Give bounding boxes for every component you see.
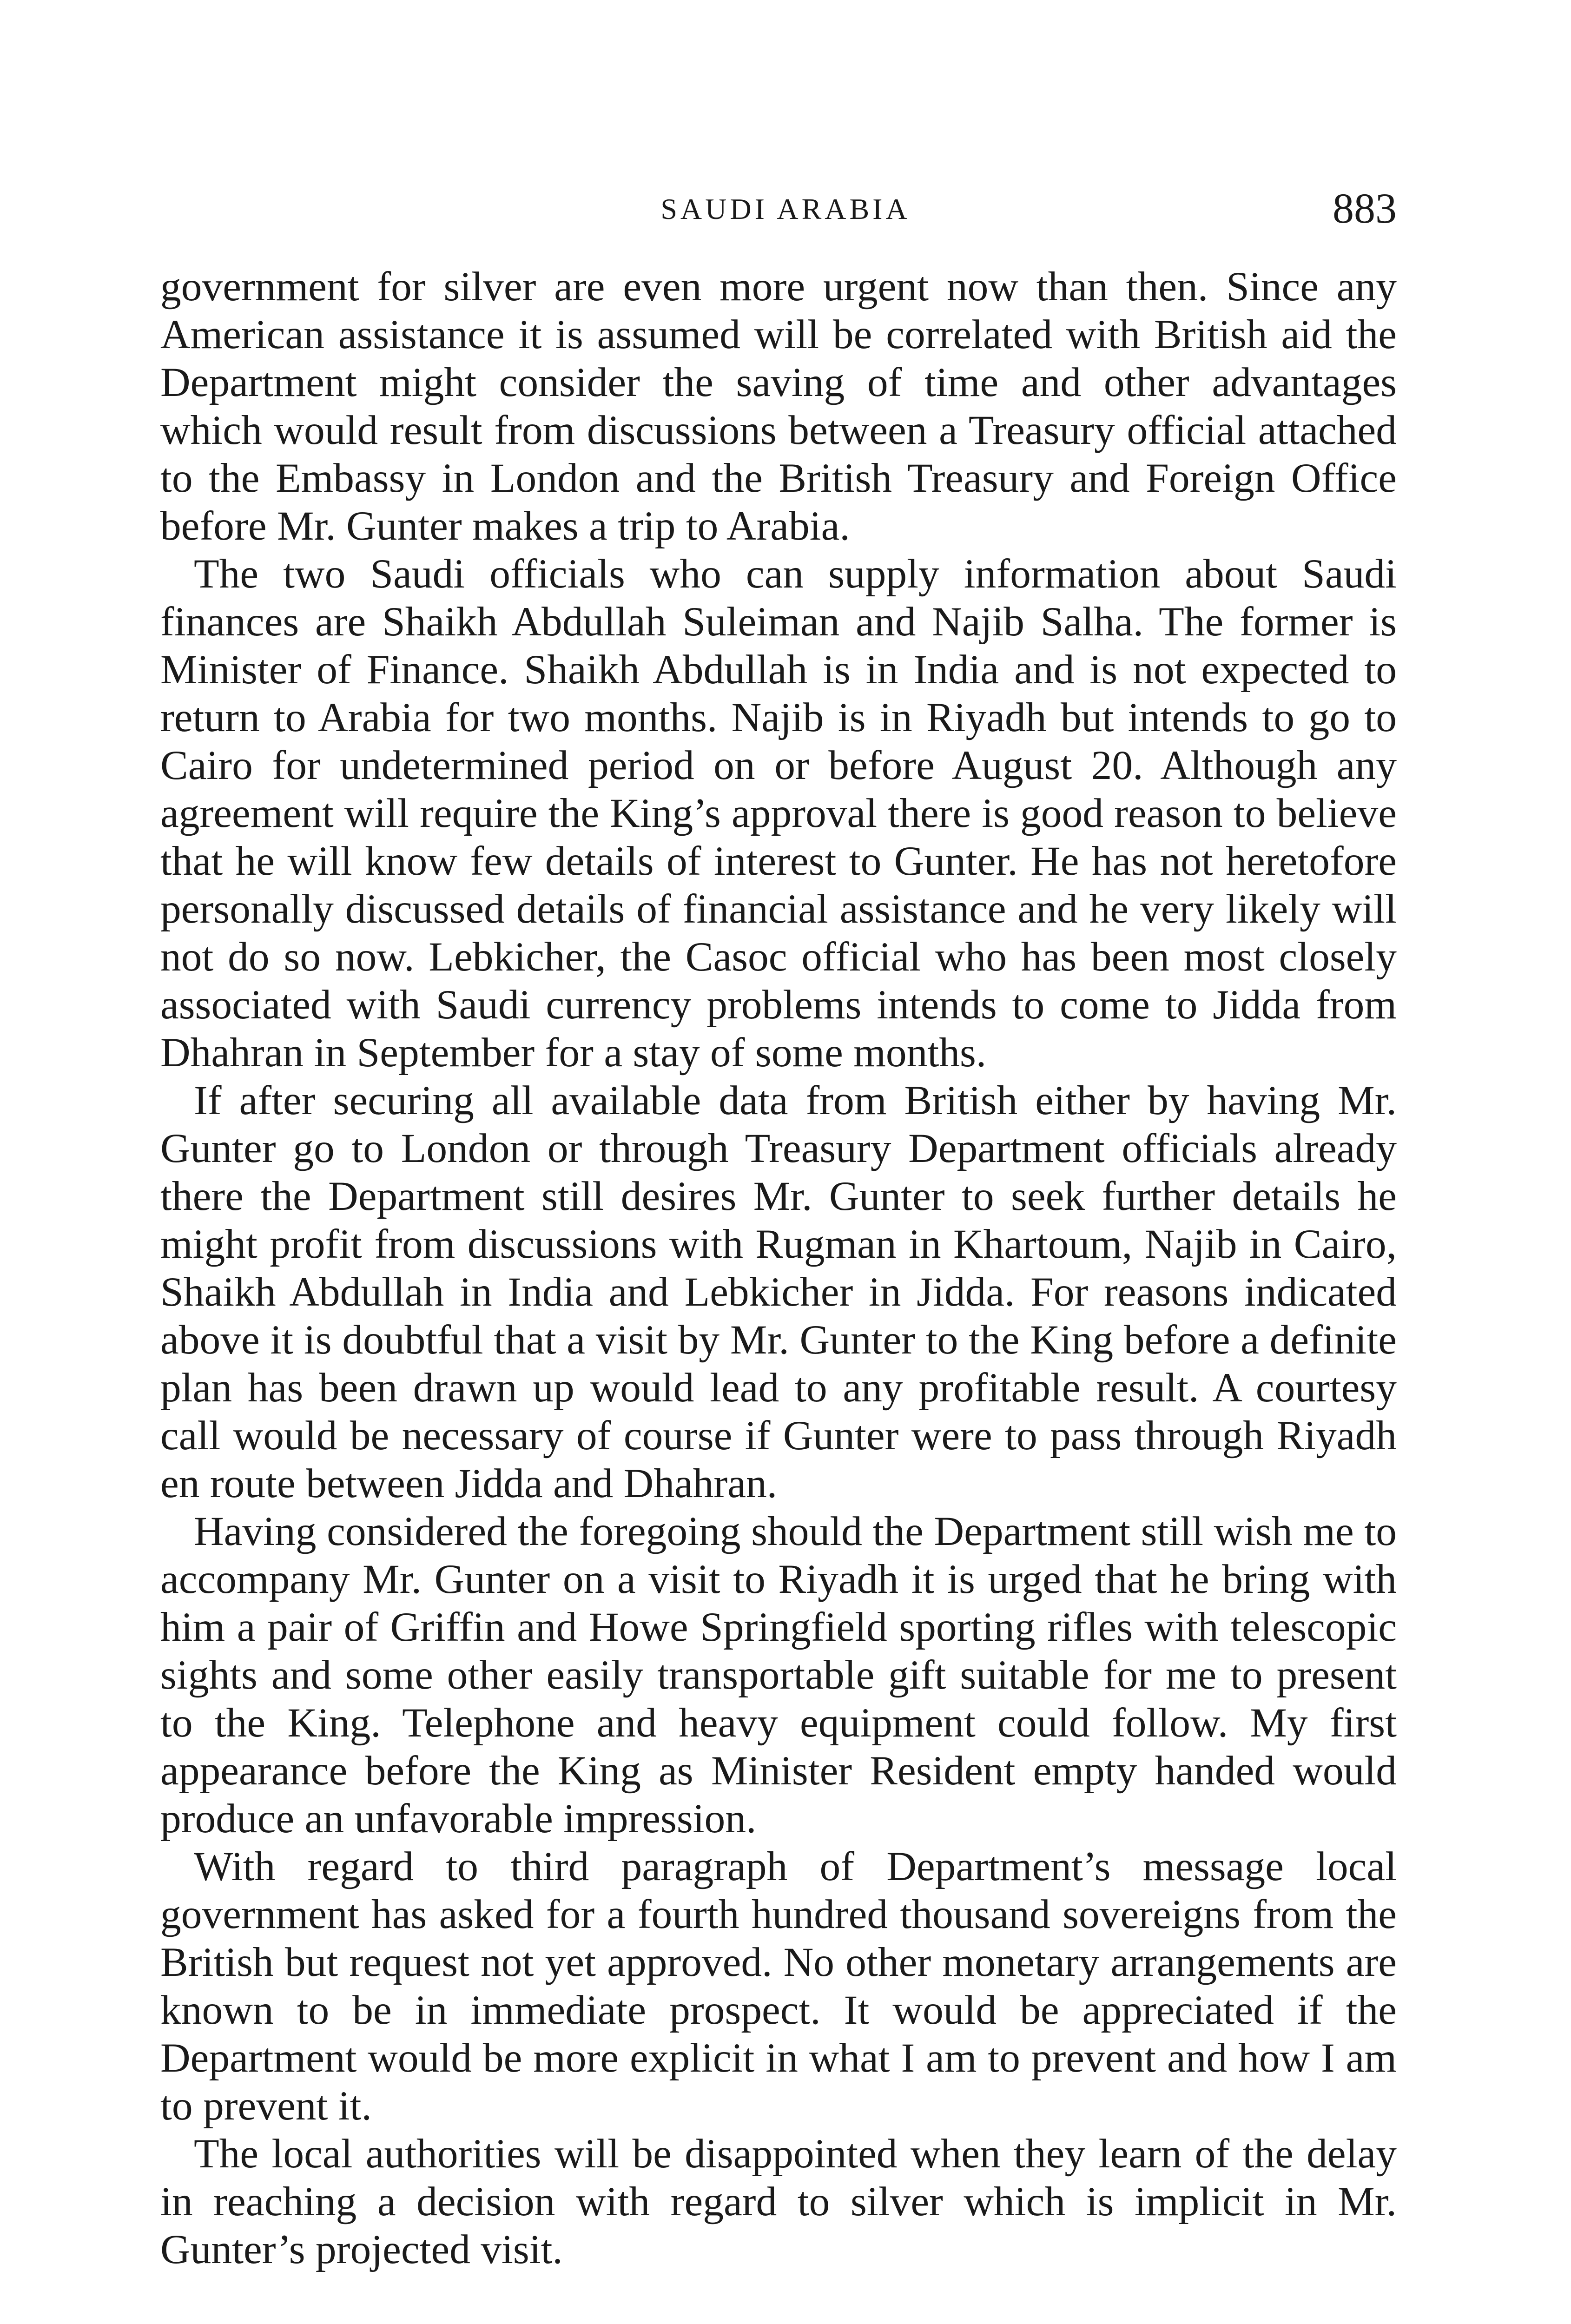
- running-header: [0, 184, 1571, 235]
- paragraph-6: The local authorities will be disappointed when they learn of the delay in reaching a decision with regard to silver which is implicit in Mr. Gunter’s projected visit.: [160, 2131, 1397, 2272]
- paragraph-2: The two Saudi officials who can supply information about Saudi finances are Shaikh Abdullah Suleiman and Najib Salha. The former is Minister of Finance. Shaikh Abdullah is in India and is not expected to return to Arabia for two months. Najib is in Riyadh but intends to go to Cairo for undetermined period on or before August 20. Although any agreement will require the King’s approval there is good reason to believe that he will know few details of interest to Gunter. He has not heretofore personally discussed details of financial assistance and he very likely will not do so now. Lebkicher, the Casoc official who has been most closely associated with Saudi currency problems intends to come to Jidda from Dhahran in September for a stay of some months.: [160, 551, 1397, 1076]
- paragraph-1: government for silver are even more urgent now than then. Since any American assistance it is assumed will be correlated with British aid the Department might consider the saving of time and other advantages which would result from discussions between a Treasury official attached to the Embassy in London and the British Treasury and Foreign Office before Mr. Gunter makes a trip to Arabia.: [160, 264, 1397, 549]
- paragraph-5: With regard to third paragraph of Department’s message local government has asked for a fourth hundred thousand sovereigns from the British but request not yet approved. No other monetary arrangements are known to be in immediate prospect. It would be appreciated if the Department would be more explicit in what I am to prevent and how I am to prevent it.: [160, 1843, 1397, 2129]
- page-number: 883: [1333, 185, 1397, 232]
- paragraph-4: Having considered the foregoing should the Department still wish me to accompany Mr. Gunter on a visit to Riyadh it is urged that he bring with him a pair of Griffin and Howe Springfield sporting rifles with telescopic sights and some other easily transportable gift suitable for me to present to the King. Telephone and heavy equipment could follow. My first appearance before the King as Minister Resident empty handed would produce an unfavorable impression.: [160, 1508, 1397, 1842]
- telegram-body: [160, 263, 1397, 2273]
- running-title: SAUDI ARABIA: [660, 192, 911, 225]
- paragraph-3: If after securing all available data from British either by having Mr. Gunter go to London or through Treasury Department officials already there the Department still desires Mr. Gunter to seek further details he might profit from discussions with Rugman in Khartoum, Najib in Cairo, Shaikh Abdullah in India and Lebkicher in Jidda. For reasons indicated above it is doubtful that a visit by Mr. Gunter to the King before a definite plan has been drawn up would lead to any profitable result. A courtesy call would be necessary of course if Gunter were to pass through Riyadh en route between Jidda and Dhahran.: [160, 1077, 1397, 1506]
